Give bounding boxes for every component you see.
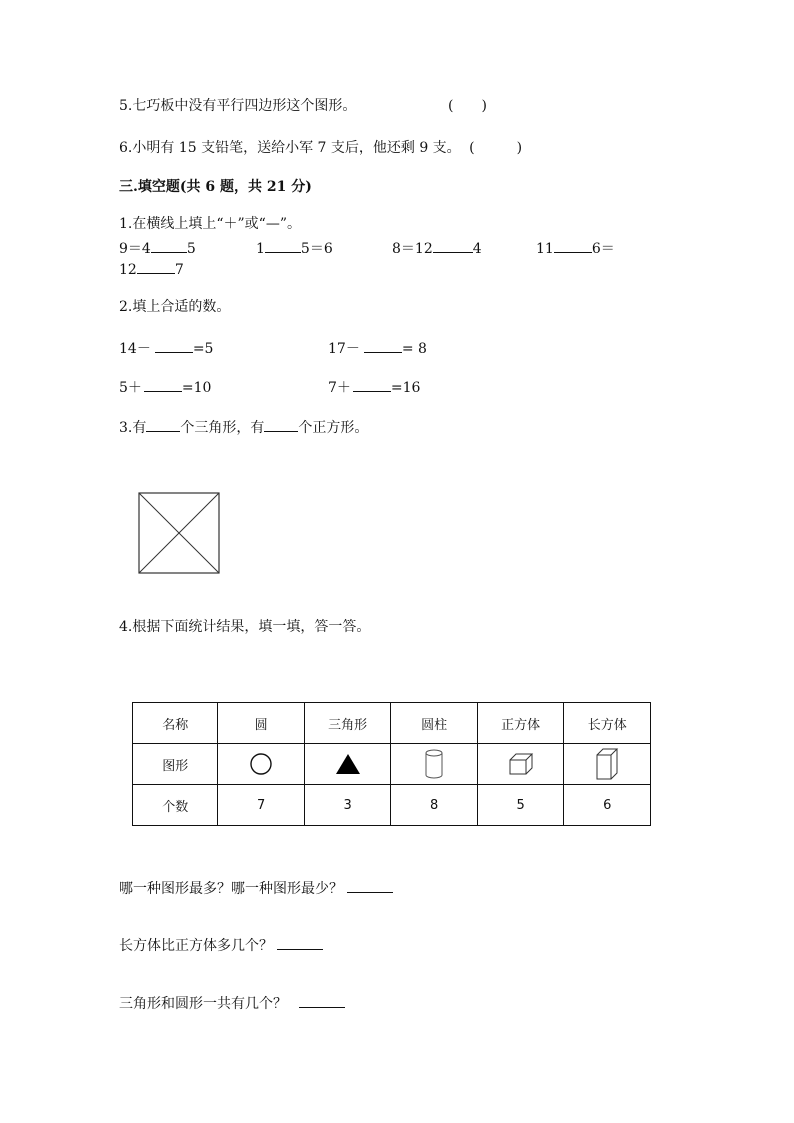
count-cuboid: 6 xyxy=(564,785,651,826)
fill1-item-1: 9＝4 5 xyxy=(119,238,196,258)
fill2-blank-4[interactable] xyxy=(353,377,391,392)
count-cube: 5 xyxy=(477,785,564,826)
triangle-icon xyxy=(335,752,361,776)
fill2-item-2: 17－ = 8 xyxy=(328,338,427,358)
question-5-answer-bracket[interactable]: ( ) xyxy=(448,98,487,114)
fill2-item-4: 7＋ =16 xyxy=(328,377,420,397)
fill3-question: 3.有 个三角形，有 个正方形。 xyxy=(119,417,368,437)
name-circle: 圆 xyxy=(218,703,305,744)
name-cylinder: 圆柱 xyxy=(391,703,477,744)
table-row-counts xyxy=(133,785,651,826)
question-5 xyxy=(119,97,356,115)
fill4-question-1: 哪一种图形最多？哪一种图形最少？ xyxy=(119,878,393,898)
name-cube: 正方体 xyxy=(477,703,564,744)
fill1-item-4: 11 6＝ xyxy=(536,238,615,258)
fill4-answer-2[interactable] xyxy=(277,935,323,950)
fill2-item-1: 14－ =5 xyxy=(119,338,213,358)
cylinder-icon xyxy=(423,748,445,780)
fill2-blank-3[interactable] xyxy=(144,377,182,392)
row-label-count: 个数 xyxy=(133,785,218,826)
fill1-item-3: 8＝12 4 xyxy=(392,238,482,258)
fill1-blank-4[interactable] xyxy=(554,238,592,253)
fill3-blank-triangles[interactable] xyxy=(146,417,180,432)
fill1-blank-2[interactable] xyxy=(265,238,301,253)
fill2-item-3: 5＋ =10 xyxy=(119,377,211,397)
count-cylinder: 8 xyxy=(391,785,477,826)
section-title: 三.填空题(共 6 题，共 21 分) xyxy=(119,179,312,195)
question-6-text: 6.小明有 15 支铅笔，送给小军 7 支后，他还剩 9 支。 xyxy=(119,140,461,156)
table-row-names xyxy=(133,703,651,744)
table-row-shapes xyxy=(133,744,651,785)
fill4-prompt: 4.根据下面统计结果，填一填，答一答。 xyxy=(119,619,371,635)
count-circle: 7 xyxy=(218,785,305,826)
circle-icon xyxy=(249,752,273,776)
fill2-prompt: 2.填上合适的数。 xyxy=(119,299,231,315)
fill1-item-5: 12 7 xyxy=(119,259,184,279)
cube-icon xyxy=(507,752,535,776)
fill1-item-2: 1 5＝6 xyxy=(256,238,333,258)
row-label-shape: 图形 xyxy=(133,744,218,785)
square-with-diagonals-figure xyxy=(138,492,220,574)
fill4-answer-3[interactable] xyxy=(299,993,345,1008)
fill3-blank-squares[interactable] xyxy=(264,417,298,432)
name-triangle: 三角形 xyxy=(304,703,391,744)
name-cuboid: 长方体 xyxy=(564,703,651,744)
question-5-text: 5.七巧板中没有平行四边形这个图形。 xyxy=(119,98,357,114)
fill1-blank-3[interactable] xyxy=(433,238,473,253)
row-label-name: 名称 xyxy=(133,703,218,744)
fill2-blank-1[interactable] xyxy=(155,338,193,353)
fill2-blank-2[interactable] xyxy=(364,338,402,353)
cuboid-icon xyxy=(594,747,620,781)
fill1-prompt: 1.在横线上填上“＋”或“—”。 xyxy=(119,216,301,232)
question-6 xyxy=(119,139,522,157)
count-triangle: 3 xyxy=(304,785,391,826)
fill1-blank-5[interactable] xyxy=(137,259,175,274)
question-6-answer-bracket[interactable]: ( ) xyxy=(469,140,523,156)
fill4-answer-1[interactable] xyxy=(347,878,393,893)
fill4-question-2: 长方体比正方体多几个？ xyxy=(119,935,323,955)
statistics-table xyxy=(132,702,651,826)
fill4-question-3: 三角形和圆形一共有几个？ xyxy=(119,993,345,1013)
fill1-blank-1[interactable] xyxy=(151,238,187,253)
